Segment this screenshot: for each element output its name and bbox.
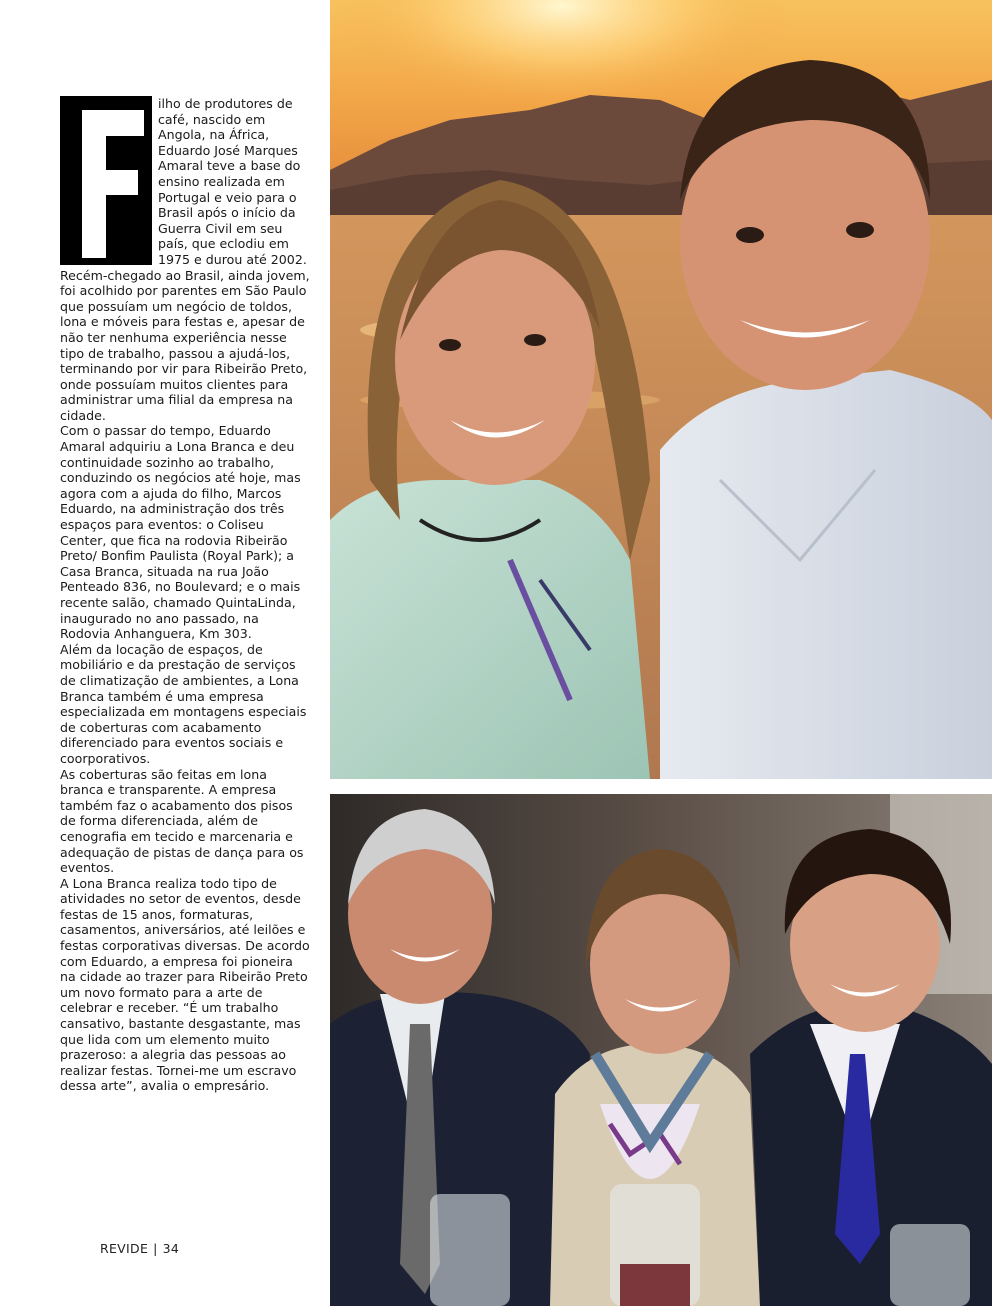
article-paragraph: A Lona Branca realiza todo tipo de atividades no setor de eventos, desde festas de 15 anos, formaturas, casamentos, aniversários, até leilões e festas corporativas diversas. De acordo com Eduardo, a empresa foi pioneira na cidade ao trazer para Ribeirão Preto um novo formato para a arte de celebrar e receber. “É um trabalho cansativo, bastante desgastante, mas que lida com um elemento muito prazeroso: a alegria das pessoas ao realizar festas. Tornei-me um escravo dessa arte”, avalia o empresário. (60, 875, 310, 1094)
photo-couple-sunset (330, 0, 992, 779)
drop-cap-f-icon (60, 96, 152, 265)
photo-three-people-party (330, 794, 992, 1306)
article-text-column (60, 96, 312, 1094)
footer-separator: | (153, 1241, 158, 1256)
drop-cap-letter-f (60, 96, 152, 265)
page-footer (100, 1241, 179, 1256)
magazine-name: REVIDE (100, 1241, 149, 1256)
article-paragraph: Recém-chegado ao Brasil, ainda jovem, foi acolhido por parentes em São Paulo que possuíam um negócio de toldos, lona e móveis para festas e, apesar de não ter nenhuma experiência nesse tipo de trabalho, passou a ajudá-los, terminando por vir para Ribeirão Preto, onde possuíam muitos clientes para administrar uma filial da empresa na cidade. (60, 267, 310, 423)
page-number: 34 (162, 1241, 180, 1256)
article-paragraph: Com o passar do tempo, Eduardo Amaral adquiriu a Lona Branca e deu continuidade sozinho ao trabalho, conduzindo os negócios até hoje, mas agora com a ajuda do filho, Marcos Eduardo, na administração dos três espaços para eventos: o Coliseu Center, que fica na rodovia Ribeirão Preto/ Bonfim Paulista (Royal Park); a Casa Branca, situada na rua João Penteado 836, no Boulevard; e o mais recente salão, chamado QuintaLinda, inaugurado no ano passado, na Rodovia Anhanguera, Km 303. (60, 423, 301, 642)
article-paragraph: ilho de produtores de café, nascido em Angola, na África, Eduardo José Marques Amaral teve a base do ensino realizada em Portugal e veio para o Brasil após o início da Guerra Civil em seu país, que eclodiu em 1975 e durou até 2002. (158, 96, 307, 267)
article-paragraph: Além da locação de espaços, de mobiliário e da prestação de serviços de climatização de ambientes, a Lona Branca também é uma empresa especializada em montagens especiais de coberturas com acabamento diferenciado para eventos sociais e coorporativos. (60, 641, 307, 766)
article-paragraph: As coberturas são feitas em lona branca e transparente. A empresa também faz o acabamento dos pisos de forma diferenciada, além de cenografia em tecido e marcenaria e adequação de pistas de dança para os eventos. (60, 766, 304, 876)
